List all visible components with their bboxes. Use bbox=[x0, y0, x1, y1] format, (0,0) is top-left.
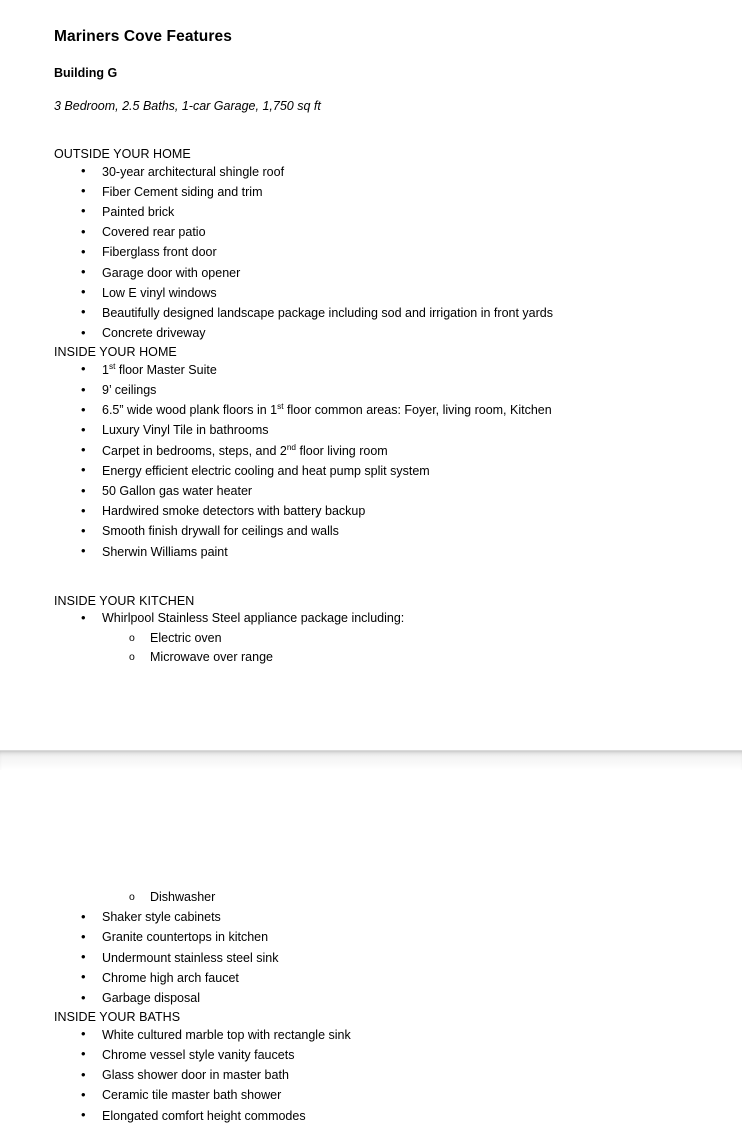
section-heading-kitchen: INSIDE YOUR KITCHEN bbox=[54, 593, 195, 608]
kitchen-features-list bbox=[54, 907, 688, 1008]
ordinal-suffix: nd bbox=[286, 442, 297, 452]
list-item: • Covered rear patio bbox=[54, 222, 688, 242]
document-page-2 bbox=[0, 770, 742, 1136]
list-item: • Garage door with opener bbox=[54, 263, 688, 283]
list-item: • Ceramic tile master bath shower bbox=[54, 1085, 688, 1105]
list-item: o Microwave over range bbox=[54, 648, 688, 667]
list-item: • Painted brick bbox=[54, 202, 688, 222]
ordinal-suffix: st bbox=[108, 361, 116, 371]
unit-specs: 3 Bedroom, 2.5 Baths, 1-car Garage, 1,750 sq ft bbox=[54, 99, 321, 113]
list-item: • 1st floor Master Suite bbox=[54, 360, 688, 380]
list-item: • Smooth finish drywall for ceilings and walls bbox=[54, 521, 688, 541]
outside-features-list bbox=[54, 162, 688, 344]
inside-home-features-list bbox=[54, 360, 688, 562]
list-item: • Fiber Cement siding and trim bbox=[54, 182, 688, 202]
list-item: • 30-year architectural shingle roof bbox=[54, 162, 688, 182]
page-title: Mariners Cove Features bbox=[54, 28, 232, 45]
page-top-margin bbox=[54, 770, 688, 888]
list-item: • Low E vinyl windows bbox=[54, 283, 688, 303]
list-item: • Fiberglass front door bbox=[54, 242, 688, 262]
list-item: • Hardwired smoke detectors with battery backup bbox=[54, 501, 688, 521]
list-item: • Chrome vessel style vanity faucets bbox=[54, 1045, 688, 1065]
list-item: • White cultured marble top with rectangle sink bbox=[54, 1025, 688, 1045]
section-heading-baths: INSIDE YOUR BATHS bbox=[54, 1010, 181, 1025]
list-item: • Elongated comfort height commodes bbox=[54, 1106, 688, 1126]
ordinal-suffix: st bbox=[277, 402, 284, 412]
kitchen-appliance-list bbox=[54, 608, 688, 628]
list-item: • Carpet in bedrooms, steps, and 2nd floor living room bbox=[54, 441, 688, 461]
list-item: • Glass shower door in master bath bbox=[54, 1065, 688, 1085]
list-item: • Concrete driveway bbox=[54, 323, 688, 343]
list-item: • Garbage disposal bbox=[54, 988, 688, 1008]
baths-features-list bbox=[54, 1025, 688, 1126]
section-heading-inside-home: INSIDE YOUR HOME bbox=[54, 345, 177, 360]
list-item: • Chrome high arch faucet bbox=[54, 968, 688, 988]
list-item: • Shaker style cabinets bbox=[54, 907, 688, 927]
list-item: • 50 Gallon gas water heater bbox=[54, 481, 688, 501]
kitchen-appliance-sublist-page2 bbox=[54, 888, 688, 907]
kitchen-appliance-sublist-page1 bbox=[54, 629, 688, 667]
list-item: • Energy efficient electric cooling and heat pump split system bbox=[54, 461, 688, 481]
list-item: • Beautifully designed landscape package including sod and irrigation in front yards bbox=[54, 303, 688, 323]
page-break-divider bbox=[0, 750, 742, 770]
list-item: • 6.5” wide wood plank floors in 1st floor common areas: Foyer, living room, Kitchen bbox=[54, 400, 688, 420]
list-item: • Granite countertops in kitchen bbox=[54, 927, 688, 947]
section-heading-outside: OUTSIDE YOUR HOME bbox=[54, 147, 191, 161]
list-item: o Electric oven bbox=[54, 629, 688, 648]
list-item: • Luxury Vinyl Tile in bathrooms bbox=[54, 420, 688, 440]
list-item: • Whirlpool Stainless Steel appliance package including: bbox=[54, 608, 688, 628]
list-item: • Undermount stainless steel sink bbox=[54, 948, 688, 968]
list-item: • 9’ ceilings bbox=[54, 380, 688, 400]
list-item: • Sherwin Williams paint bbox=[54, 542, 688, 562]
building-label: Building G bbox=[54, 66, 118, 80]
list-item: o Dishwasher bbox=[54, 888, 688, 907]
